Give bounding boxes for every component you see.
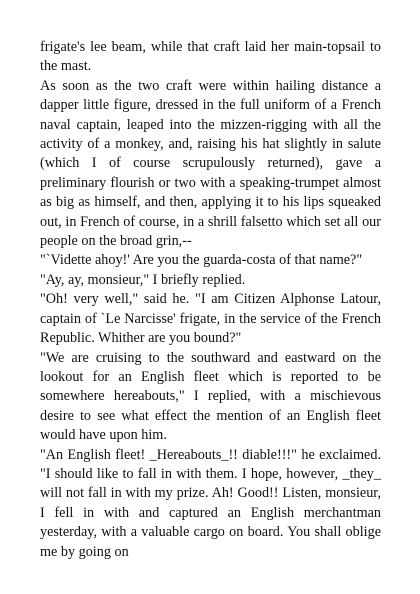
paragraph: "Ay, ay, monsieur," I briefly replied.: [40, 271, 246, 288]
page-body: [40, 38, 381, 562]
paragraph: "An English fleet! _Hereabouts_!! diable!!!" he exclaimed. "I should like to fall in with them. I hope, however, _they_ will not fall in with my prize. Ah! Good!! Listen, monsieur, I fell in with and captured an English merchantman yesterday, with a valuable cargo on board. You shall oblige me by going on: [40, 446, 381, 560]
paragraph: "We are cruising to the southward and eastward on the lookout for an English fleet which is reported to be somewhere hereabouts," I replied, with a mischievous desire to see what effect the mention of an English fleet would have upon him.: [40, 349, 381, 444]
paragraph: "`Vidette ahoy!' Are you the guarda-costa of that name?": [40, 252, 363, 269]
paragraph: "Oh! very well," said he. "I am Citizen Alphonse Latour, captain of `Le Narcisse' frigate, in the service of the French Republic. Whither are you bound?": [40, 291, 381, 347]
paragraph: As soon as the two craft were within hailing distance a dapper little figure, dressed in the full uniform of a French naval captain, leaped into the mizzen-rigging with all the activity of a monkey, and, raising his hat slightly in salute (which I of course scrupulously returned), gave a preliminary flourish or two with a speaking-trumpet almost as big as himself, and then, applying it to his lips squeaked out, in French of course, in a shrill falsetto which set all our people on the broad grin,--: [40, 77, 381, 250]
paragraph: frigate's lee beam, while that craft laid her main-topsail to the mast.: [40, 39, 381, 75]
